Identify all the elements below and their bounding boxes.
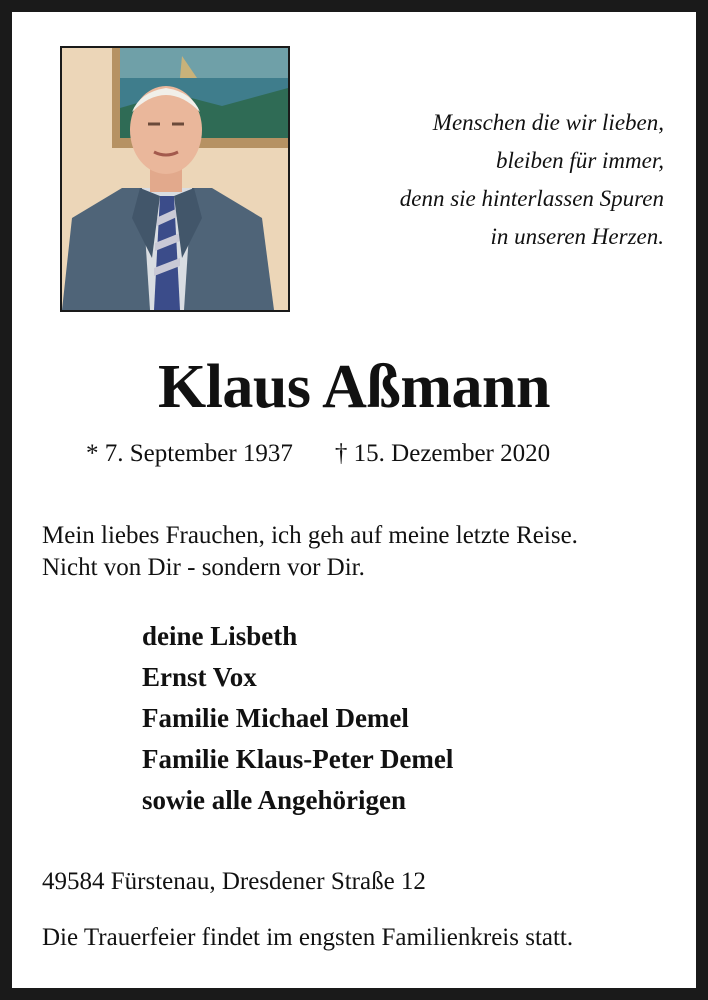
mourner-entry: sowie alle Angehörigen (142, 785, 406, 815)
portrait-photo (60, 46, 290, 312)
death-date: † 15. Dezember 2020 (334, 440, 551, 467)
quote-line: in unseren Herzen. (490, 224, 664, 249)
quote-line: Menschen die wir lieben, (432, 110, 664, 135)
quote-line: bleiben für immer, (495, 148, 664, 173)
message-line: Nicht von Dir - sondern vor Dir. (42, 554, 365, 581)
birth-date: * 7. September 1937 (86, 440, 293, 467)
quote-line: denn sie hinterlassen Spuren (399, 186, 664, 211)
obituary-card (12, 12, 696, 988)
farewell-message (42, 520, 578, 584)
mourners-list (142, 616, 453, 821)
portrait-image (62, 48, 288, 310)
message-line: Mein liebes Frauchen, ich geh auf meine letzte Reise. (42, 522, 578, 549)
mourner-entry: Familie Klaus-Peter Demel (142, 744, 454, 774)
mourner-entry: deine Lisbeth (142, 621, 298, 651)
memorial-quote (304, 104, 664, 256)
ceremony-note: Die Trauerfeier findet im engsten Familienkreis statt. (42, 924, 574, 951)
deceased-name: Klaus Aßmann (157, 353, 550, 421)
mourner-entry: Ernst Vox (142, 662, 257, 692)
address: 49584 Fürstenau, Dresdener Straße 12 (42, 868, 426, 895)
life-dates (86, 440, 550, 468)
mourner-entry: Familie Michael Demel (142, 703, 409, 733)
